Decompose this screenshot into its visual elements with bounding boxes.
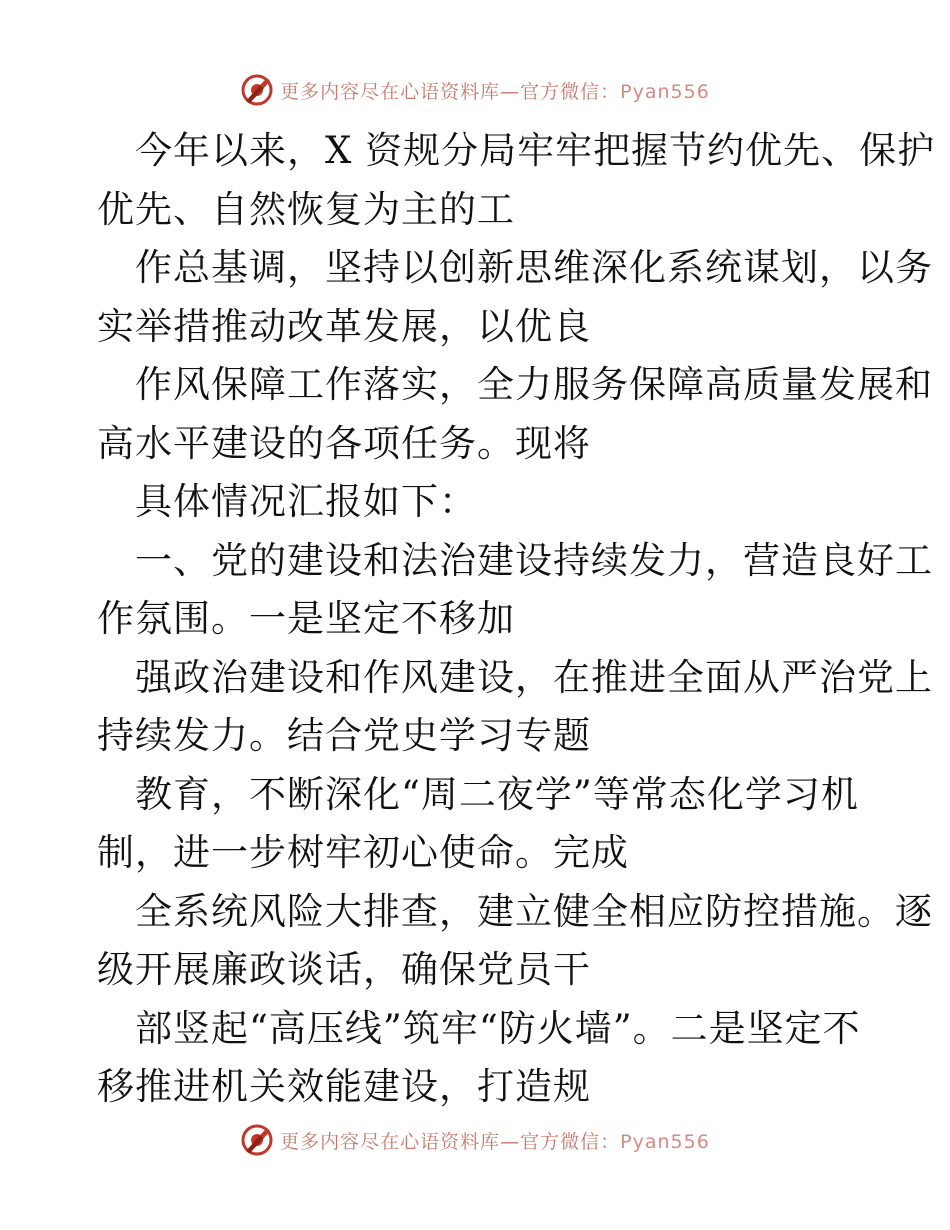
body-line: 持续发力。结合党史学习专题 (97, 714, 591, 757)
header-watermark-banner (0, 70, 950, 110)
body-line: 移推进机关效能建设，打造规 (97, 1065, 591, 1108)
body-line: 全系统风险大排查，建立健全相应防控措施。逐 (135, 889, 933, 933)
body-line: 实举措推动改革发展，以优良 (97, 304, 591, 348)
body-line: 作总基调，坚持以创新思维深化系统谋划，以务 (135, 246, 933, 289)
body-line: 作氛围。一是坚定不移加 (97, 597, 515, 640)
pen-logo-icon (240, 73, 274, 107)
header-watermark-text: 更多内容尽在心语资料库—官方微信：Pyan556 (280, 80, 710, 103)
body-line: 强政治建设和作风建设，在推进全面从严治党上 (135, 655, 933, 699)
body-line: 级开展廉政谈话，确保党员干 (97, 948, 591, 991)
pen-logo-icon (240, 1123, 274, 1157)
document-body (97, 122, 936, 1117)
body-line: 高水平建设的各项任务。现将 (97, 421, 591, 465)
footer-watermark-banner (0, 1120, 950, 1160)
body-line: 今年以来，X 资规分局牢牢把握节约优先、保护 (135, 129, 936, 172)
body-line: 一、党的建设和法治建设持续发力，营造良好工 (135, 538, 933, 582)
body-line: 优先、自然恢复为主的工 (97, 187, 515, 231)
body-line: 教育，不断深化“周二夜学”等常态化学习机 (135, 772, 859, 816)
footer-watermark-text: 更多内容尽在心语资料库—官方微信：Pyan556 (280, 1130, 710, 1153)
body-line: 部竖起“高压线”筑牢“防火墙”。二是坚定不 (135, 1006, 861, 1050)
body-line: 具体情况汇报如下： (135, 480, 477, 523)
body-line: 制，进一步树牢初心使命。完成 (97, 831, 629, 874)
body-line: 作风保障工作落实，全力服务保障高质量发展和 (135, 363, 933, 406)
